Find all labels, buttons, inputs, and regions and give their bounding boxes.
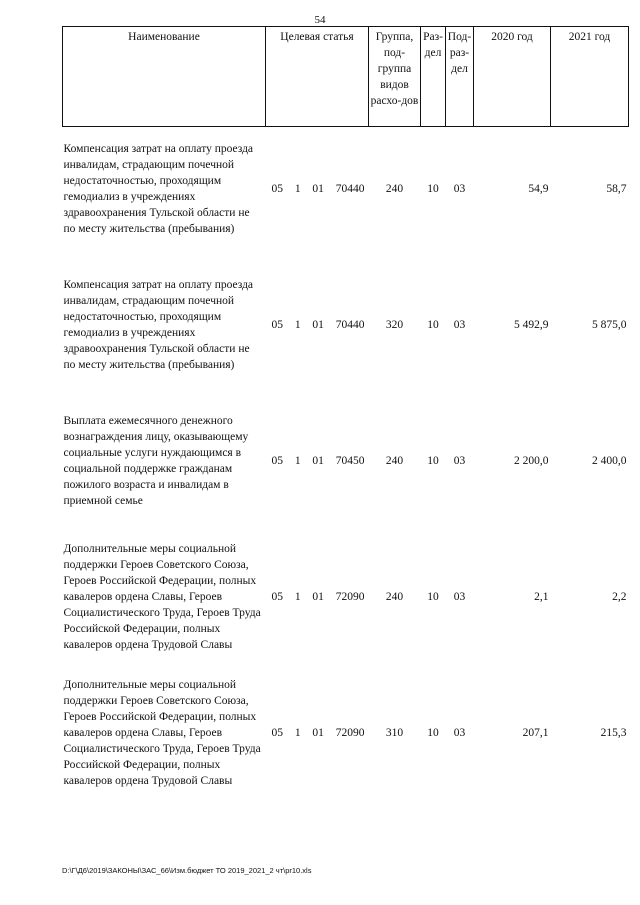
row-2020: 2 200,0 bbox=[514, 455, 549, 467]
row-section: 10 bbox=[427, 319, 439, 331]
row-subsection: 03 bbox=[453, 455, 466, 467]
footer-file-path: D:\Г\Д6\2019\ЗАКОНЫ\ЗАС_66\Изм.бюджет ТО 2019_2021_2 чт\pr10.xls bbox=[62, 866, 312, 875]
row-2021: 2 400,0 bbox=[592, 455, 627, 467]
table-row bbox=[63, 127, 629, 252]
target-part-3: 01 bbox=[312, 183, 324, 195]
row-name: Компенсация затрат на оплату проезда инвалидам, страдающим почечной недостаточностью, проходящим гемодиализ в учреждениях здравоохранения Тульской области не по месту жительства (пребывания) bbox=[63, 143, 254, 235]
row-group: 240 bbox=[385, 183, 404, 195]
row-subsection: 03 bbox=[453, 183, 466, 195]
table-row bbox=[63, 535, 629, 659]
row-name: Дополнительные меры социальной поддержки Героев Советского Союза, Героев Российской Федерации, полных кавалеров ордена Славы, Героев Социалистического Труда, Героев Труда Российской Федерации, полных кавалеров ордена Трудовой Славы bbox=[63, 679, 261, 787]
row-section: 10 bbox=[427, 183, 439, 195]
row-2020: 5 492,9 bbox=[514, 319, 549, 331]
row-section: 10 bbox=[427, 455, 439, 467]
row-2021: 58,7 bbox=[606, 183, 627, 195]
target-part-4: 72090 bbox=[335, 727, 365, 739]
target-part-1: 05 bbox=[271, 319, 283, 331]
header-2021: 2021 год bbox=[551, 27, 629, 127]
table-row bbox=[63, 671, 629, 795]
row-target bbox=[266, 399, 369, 523]
table-body bbox=[63, 127, 629, 796]
row-subsection: 03 bbox=[453, 319, 466, 331]
target-part-2: 1 bbox=[294, 591, 301, 603]
target-part-3: 01 bbox=[312, 319, 324, 331]
target-part-4: 70440 bbox=[335, 319, 365, 331]
row-group: 240 bbox=[385, 455, 404, 467]
table-row bbox=[63, 263, 629, 387]
target-part-2: 1 bbox=[294, 727, 301, 739]
row-target bbox=[266, 127, 369, 252]
header-group: Группа, под-группа видов расхо-дов bbox=[369, 27, 421, 127]
header-target: Целевая статья bbox=[266, 27, 369, 127]
row-section: 10 bbox=[427, 591, 439, 603]
target-part-4: 72090 bbox=[335, 591, 365, 603]
target-part-1: 05 bbox=[271, 591, 283, 603]
row-2020: 2,1 bbox=[534, 591, 549, 603]
row-target bbox=[266, 263, 369, 387]
row-group: 310 bbox=[385, 727, 404, 739]
target-part-3: 01 bbox=[312, 591, 324, 603]
row-target bbox=[266, 535, 369, 659]
row-2020: 54,9 bbox=[528, 183, 549, 195]
target-part-1: 05 bbox=[271, 727, 283, 739]
row-name: Компенсация затрат на оплату проезда инвалидам, страдающим почечной недостаточностью, проходящим гемодиализ в учреждениях здравоохранения Тульской области не по месту жительства (пребывания) bbox=[63, 279, 254, 371]
target-part-3: 01 bbox=[312, 727, 324, 739]
row-target bbox=[266, 671, 369, 795]
row-2021: 5 875,0 bbox=[592, 319, 627, 331]
table-header-row bbox=[63, 27, 629, 127]
row-name: Выплата ежемесячного денежного вознаграждения лицу, оказывающему социальные услуги нуждающимся в социальной поддержке гражданам пожилого возраста и инвалидам в приемной семье bbox=[63, 415, 249, 507]
row-group: 320 bbox=[385, 319, 404, 331]
row-2021: 215,3 bbox=[600, 727, 627, 739]
row-section: 10 bbox=[427, 727, 439, 739]
row-subsection: 03 bbox=[453, 727, 466, 739]
target-part-1: 05 bbox=[271, 455, 283, 467]
target-part-4: 70440 bbox=[335, 183, 365, 195]
budget-table bbox=[62, 26, 629, 795]
page-number: 54 bbox=[314, 14, 326, 26]
header-subsection: Под-раз-дел bbox=[446, 27, 474, 127]
target-part-2: 1 bbox=[294, 319, 301, 331]
row-2020: 207,1 bbox=[522, 727, 549, 739]
table-row bbox=[63, 399, 629, 523]
target-part-3: 01 bbox=[312, 455, 324, 467]
row-group: 240 bbox=[385, 591, 404, 603]
target-part-1: 05 bbox=[271, 183, 283, 195]
header-name: Наименование bbox=[63, 27, 266, 127]
target-part-4: 70450 bbox=[335, 455, 365, 467]
target-part-2: 1 bbox=[294, 183, 301, 195]
header-2020: 2020 год bbox=[474, 27, 551, 127]
header-section: Раз-дел bbox=[421, 27, 446, 127]
target-part-2: 1 bbox=[294, 455, 301, 467]
row-name: Дополнительные меры социальной поддержки Героев Советского Союза, Героев Российской Федерации, полных кавалеров ордена Славы, Героев Социалистического Труда, Героев Труда Российской Федерации, полных кавалеров ордена Трудовой Славы bbox=[63, 543, 261, 651]
row-subsection: 03 bbox=[453, 591, 466, 603]
row-2021: 2,2 bbox=[612, 591, 627, 603]
